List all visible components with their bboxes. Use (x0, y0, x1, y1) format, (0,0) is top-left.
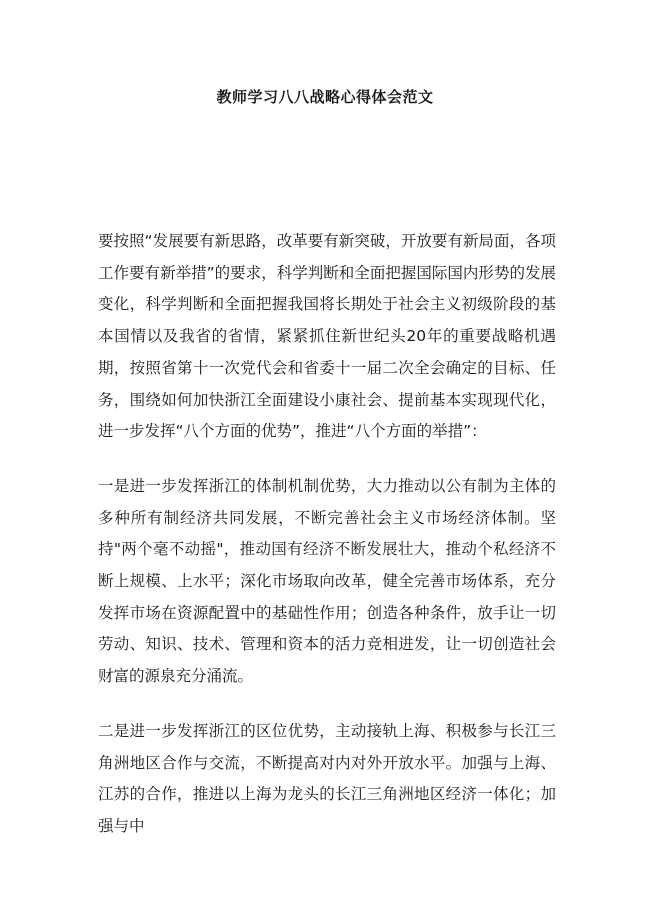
document-body (98, 226, 556, 866)
paragraph-intro: 要按照“发展要有新思路，改革要有新突破，开放要有新局面，各项工作要有新举措”的要求，科学判断和全面把握国际国内形势的发展变化，科学判断和全面把握我国将长期处于社会主义初级阶段的基本国情以及我省的省情，紧紧抓住新世纪头20年的重要战略机遇期，按照省第十一次党代会和省委十一届二次全会确定的目标、任务，围绕如何加快浙江全面建设小康社会、提前基本实现现代化，进一步发挥“八个方面的优势”，推进“八个方面的举措”： (98, 232, 556, 441)
paragraph-point-one: 一是进一步发挥浙江的体制机制优势，大力推动以公有制为主体的多种所有制经济共同发展，不断完善社会主义市场经济体制。坚持"两个毫不动摇"，推动国有经济不断发展壮大，推动个私经济不断上规模、上水平；深化市场取向改革，健全完善市场体系，充分发挥市场在资源配置中的基础性作用；创造各种条件，放手让一切劳动、知识、技术、管理和资本的活力竞相进发，让一切创造社会财富的源泉充分涌流。 (98, 476, 556, 686)
paragraph-point-two: 二是进一步发挥浙江的区位优势，主动接轨上海、积极参与长江三角洲地区合作与交流，不断提高对内对外开放水平。加强与上海、江苏的合作，推进以上海为龙头的长江三角洲地区经济一体化；加强与中 (98, 721, 556, 835)
document-title: 教师学习八八战略心得体会范文 (216, 88, 434, 106)
